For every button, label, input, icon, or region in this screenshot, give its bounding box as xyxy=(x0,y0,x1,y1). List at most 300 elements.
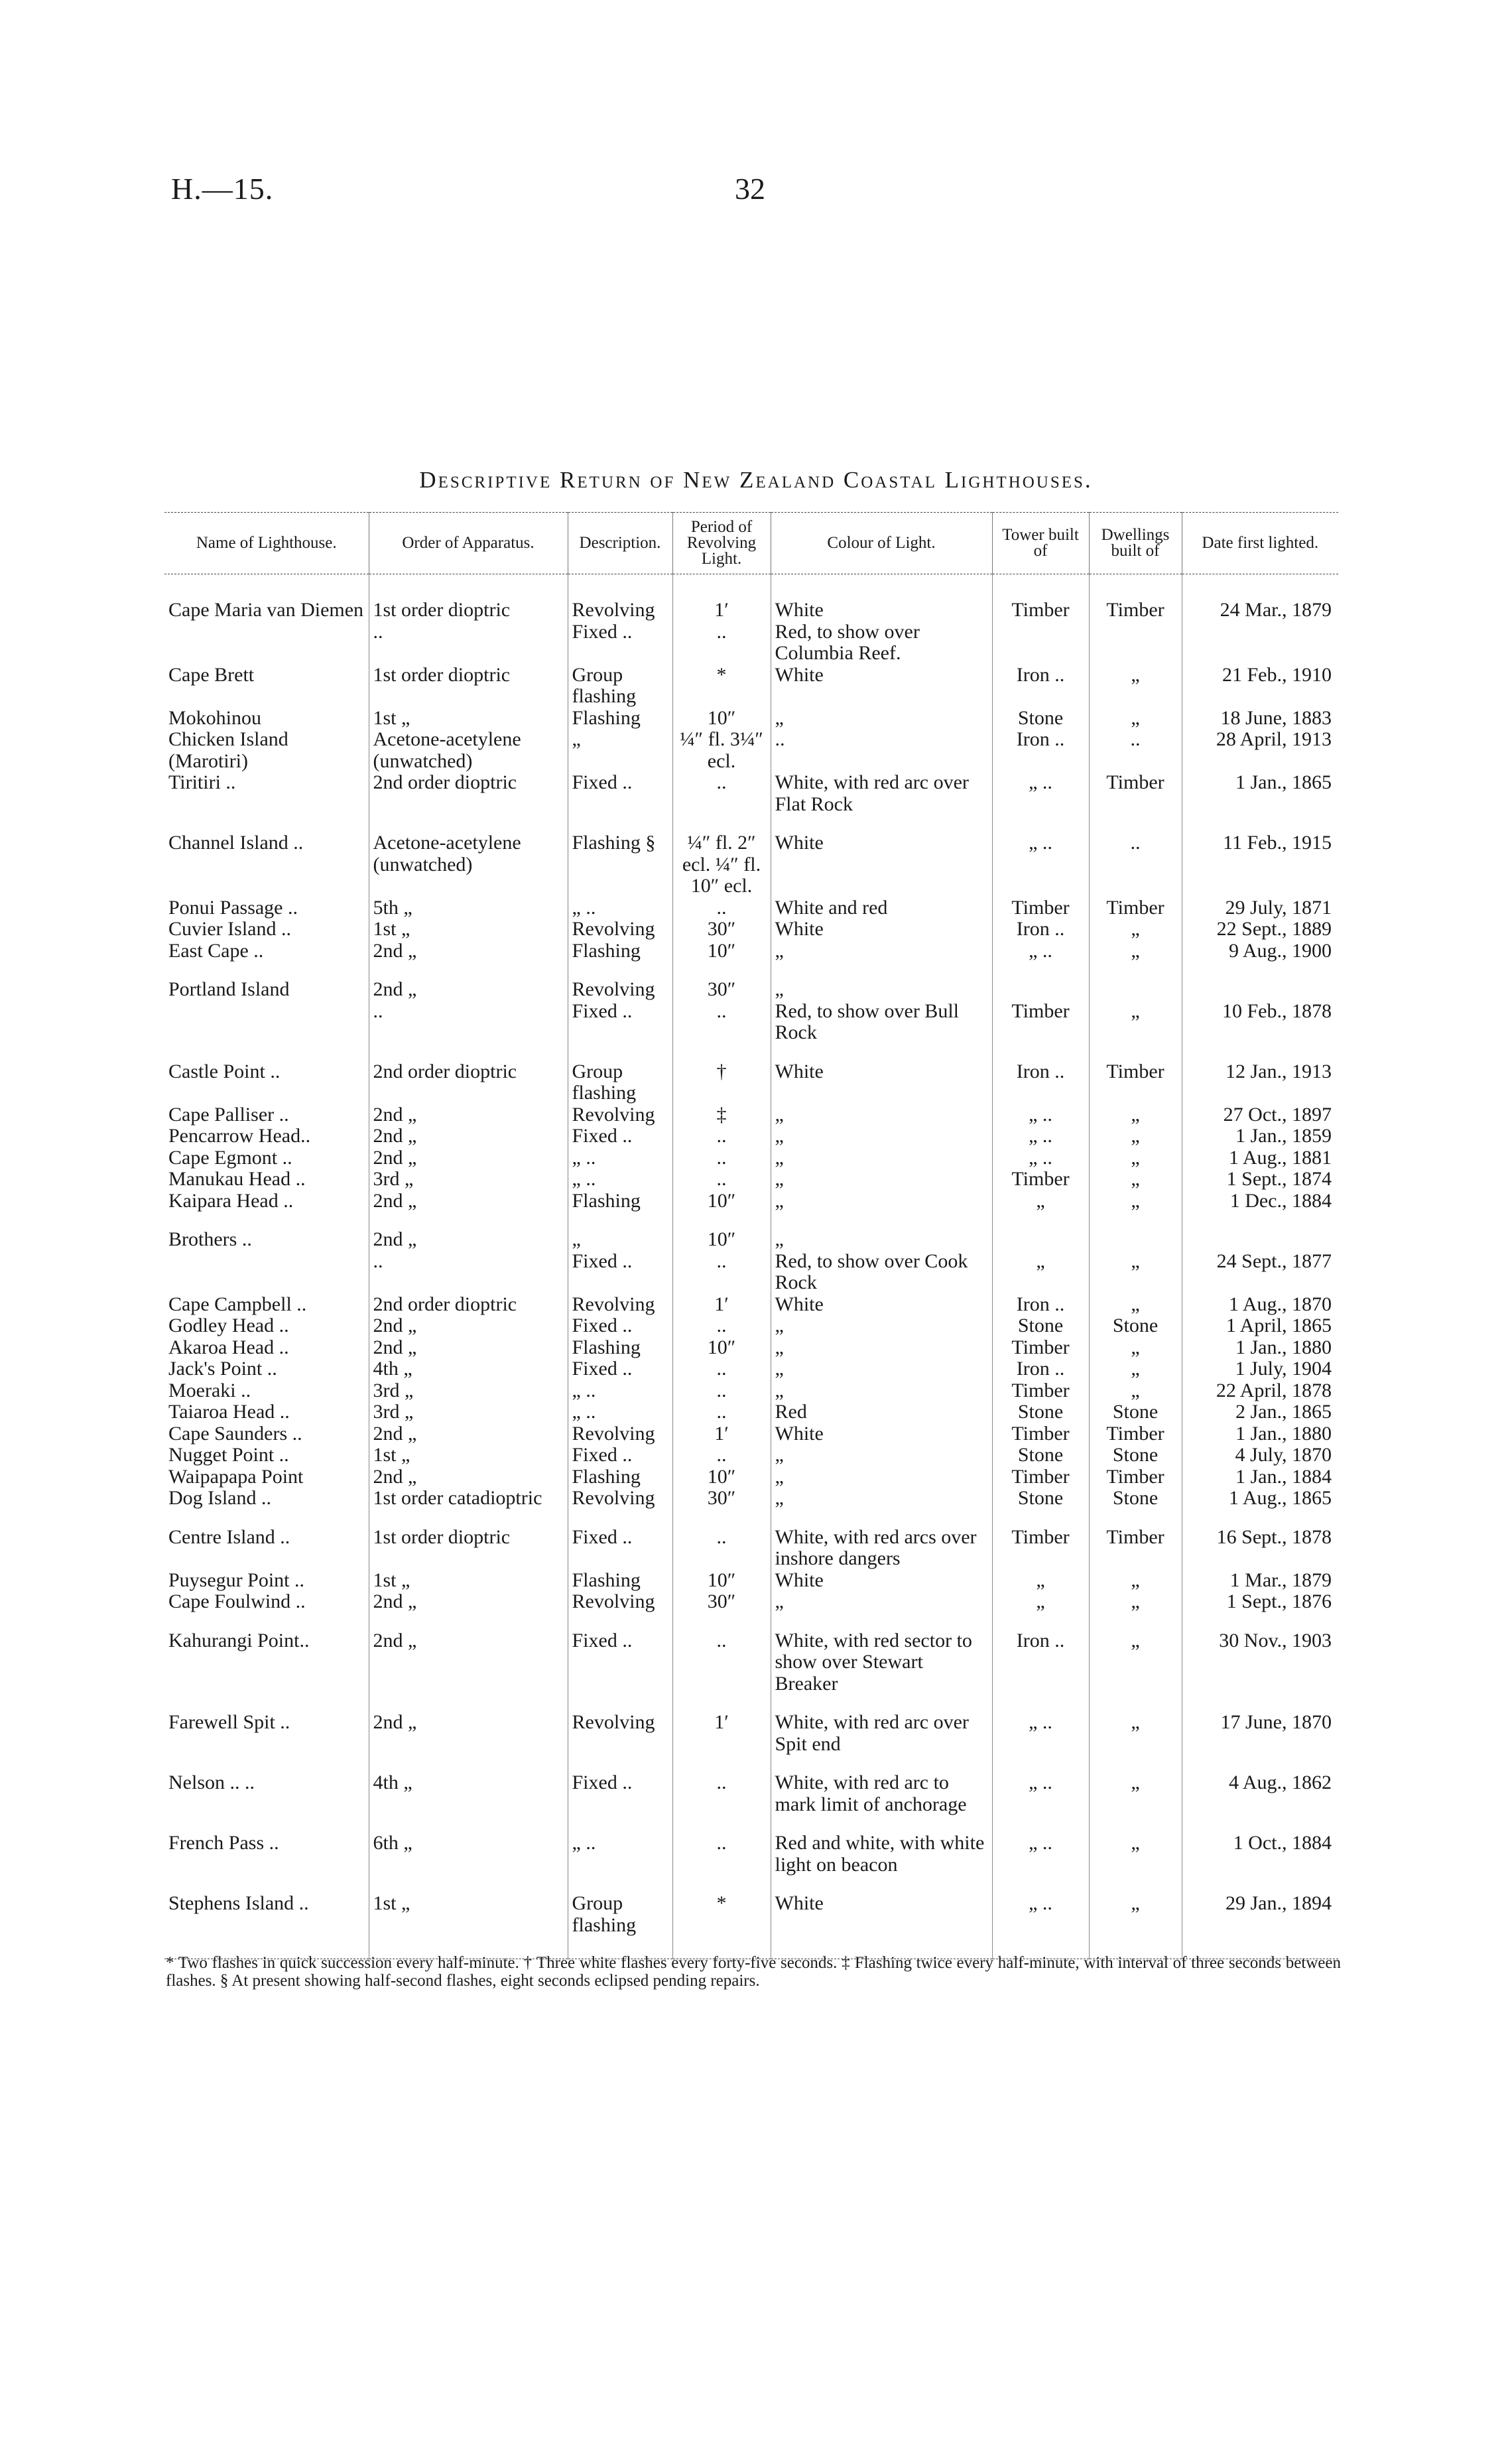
cell-name: Taiaroa Head .. xyxy=(168,1401,290,1423)
cell-description: Fixed .. xyxy=(568,1510,672,1570)
cell-description: Fixed .. xyxy=(568,1001,672,1044)
cell-apparatus: 5th „ xyxy=(369,897,568,919)
cell-description: Fixed .. xyxy=(568,1315,672,1337)
cell-apparatus: 2nd „ xyxy=(369,1337,568,1359)
cell-dwellings: Timber xyxy=(1089,1044,1182,1104)
cell-period: * xyxy=(672,665,771,708)
cell-colour: White xyxy=(771,815,992,897)
cell-period: 10″ xyxy=(672,1212,771,1251)
cell-description: Group flashing xyxy=(568,665,672,708)
cell-period: 30″ xyxy=(672,962,771,1001)
cell-tower xyxy=(992,621,1089,665)
cell-dwellings xyxy=(1089,962,1182,1001)
cell-tower: „ .. xyxy=(992,1755,1089,1815)
cell-description: Revolving xyxy=(568,962,672,1001)
cell-tower: „ .. xyxy=(992,1147,1089,1169)
col-header-colour: Colour of Light. xyxy=(771,513,992,574)
cell-dwellings: „ xyxy=(1089,708,1182,730)
table-row xyxy=(164,1147,1338,1169)
cell-colour: White xyxy=(771,665,992,708)
cell-colour: „ xyxy=(771,1169,992,1191)
table-row xyxy=(164,1591,1338,1613)
cell-colour: „ xyxy=(771,1488,992,1510)
cell-dwellings: „ xyxy=(1089,1126,1182,1147)
cell-dwellings: „ xyxy=(1089,1815,1182,1876)
table-row xyxy=(164,574,1338,621)
cell-dwellings: „ xyxy=(1089,1876,1182,1959)
cell-apparatus: .. xyxy=(369,1251,568,1294)
cell-colour: „ xyxy=(771,1104,992,1126)
table-row xyxy=(164,621,1338,665)
cell-name: Farewell Spit .. xyxy=(168,1711,290,1733)
cell-date: 1 Jan., 1859 xyxy=(1182,1126,1338,1147)
cell-date: 9 Aug., 1900 xyxy=(1182,940,1338,962)
table-row xyxy=(164,1251,1338,1294)
col-header-date: Date first lighted. xyxy=(1182,513,1338,574)
cell-description: Revolving xyxy=(568,1591,672,1613)
cell-period: 1′ xyxy=(672,1695,771,1755)
cell-apparatus: 2nd „ xyxy=(369,1191,568,1212)
cell-description: Flashing xyxy=(568,940,672,962)
cell-date: 17 June, 1870 xyxy=(1182,1695,1338,1755)
cell-dwellings: „ xyxy=(1089,1613,1182,1695)
cell-colour: White xyxy=(771,1044,992,1104)
cell-tower xyxy=(992,962,1089,1001)
cell-period: 30″ xyxy=(672,919,771,940)
cell-period: .. xyxy=(672,1510,771,1570)
cell-colour: „ xyxy=(771,1591,992,1613)
cell-apparatus: .. xyxy=(369,1001,568,1044)
cell-period: .. xyxy=(672,1755,771,1815)
cell-tower: „ .. xyxy=(992,772,1089,815)
col-header-tower: Tower built of xyxy=(992,513,1089,574)
cell-period: .. xyxy=(672,621,771,665)
cell-apparatus: 1st order dioptric xyxy=(369,574,568,621)
cell-name: Cape Egmont .. xyxy=(168,1146,292,1169)
cell-apparatus: 3rd „ xyxy=(369,1169,568,1191)
cell-dwellings: „ xyxy=(1089,1104,1182,1126)
cell-colour: Red, to show over Cook Rock xyxy=(771,1251,992,1294)
table-row xyxy=(164,897,1338,919)
cell-apparatus: 2nd „ xyxy=(369,1613,568,1695)
cell-apparatus: 4th „ xyxy=(369,1755,568,1815)
cell-colour: „ xyxy=(771,1147,992,1169)
cell-tower: „ .. xyxy=(992,940,1089,962)
cell-tower: „ .. xyxy=(992,1695,1089,1755)
table-row xyxy=(164,1191,1338,1212)
table-body xyxy=(164,574,1338,1959)
cell-description: Fixed .. xyxy=(568,1445,672,1466)
cell-period: 1′ xyxy=(672,1294,771,1316)
cell-dwellings: .. xyxy=(1089,729,1182,772)
cell-period: .. xyxy=(672,1613,771,1695)
cell-name: Puysegur Point .. xyxy=(168,1569,305,1591)
cell-date: 1 Aug., 1881 xyxy=(1182,1147,1338,1169)
cell-name: Mokohinou xyxy=(168,706,262,729)
cell-apparatus: 1st order catadioptric xyxy=(369,1488,568,1510)
cell-dwellings xyxy=(1089,621,1182,665)
cell-period: .. xyxy=(672,1251,771,1294)
cell-description: Revolving xyxy=(568,1488,672,1510)
cell-period: ‡ xyxy=(672,1104,771,1126)
cell-description: Flashing xyxy=(568,1466,672,1488)
cell-name: Cape Foulwind .. xyxy=(168,1590,306,1612)
cell-date: 24 Sept., 1877 xyxy=(1182,1251,1338,1294)
cell-colour: „ xyxy=(771,962,992,1001)
cell-description: Revolving xyxy=(568,1104,672,1126)
cell-period: * xyxy=(672,1876,771,1959)
table-row xyxy=(164,815,1338,897)
cell-date: 16 Sept., 1878 xyxy=(1182,1510,1338,1570)
cell-period: 10″ xyxy=(672,1570,771,1592)
cell-date: 21 Feb., 1910 xyxy=(1182,665,1338,708)
cell-dwellings: „ xyxy=(1089,1191,1182,1212)
cell-period: 1′ xyxy=(672,1423,771,1445)
cell-name: Brothers .. xyxy=(168,1228,252,1250)
table-row xyxy=(164,1876,1338,1959)
cell-apparatus: .. xyxy=(369,621,568,665)
cell-dwellings: „ xyxy=(1089,1337,1182,1359)
cell-period: .. xyxy=(672,1358,771,1380)
cell-name: Stephens Island .. xyxy=(164,1876,369,1959)
table-row xyxy=(164,1294,1338,1316)
cell-date: 1 Aug., 1865 xyxy=(1182,1488,1338,1510)
cell-colour: White and red xyxy=(771,897,992,919)
cell-period: .. xyxy=(672,1380,771,1402)
cell-name: Chicken Island (Marotiri) xyxy=(168,728,288,772)
cell-description: „ .. xyxy=(568,1815,672,1876)
cell-name: Waipapapa Point xyxy=(168,1465,304,1488)
cell-dwellings: „ xyxy=(1089,1591,1182,1613)
cell-apparatus: 1st „ xyxy=(369,708,568,730)
cell-dwellings: Timber xyxy=(1089,574,1182,621)
cell-apparatus: 2nd „ xyxy=(369,1104,568,1126)
cell-apparatus: 2nd „ xyxy=(369,962,568,1001)
cell-period: .. xyxy=(672,1147,771,1169)
cell-date: 4 July, 1870 xyxy=(1182,1445,1338,1466)
cell-apparatus: 1st „ xyxy=(369,1876,568,1959)
cell-apparatus: 1st „ xyxy=(369,919,568,940)
cell-date: 22 April, 1878 xyxy=(1182,1380,1338,1402)
cell-dwellings: Stone xyxy=(1089,1401,1182,1423)
cell-date: 4 Aug., 1862 xyxy=(1182,1755,1338,1815)
cell-name xyxy=(164,621,369,665)
table-row xyxy=(164,1001,1338,1044)
cell-description: „ xyxy=(568,1212,672,1251)
cell-name: Cape Campbell .. xyxy=(168,1293,307,1315)
cell-name: French Pass .. xyxy=(168,1832,279,1854)
table-row xyxy=(164,1212,1338,1251)
cell-colour: White xyxy=(771,1876,992,1959)
footnotes: * Two flashes in quick succession every half-minute. † Three white flashes every forty-five seconds. ‡ Flashing twice every half-minute, with interval of three seconds between flashes. § At present showing half-second flashes, eight seconds eclipsed pending repairs. xyxy=(166,1954,1341,1990)
cell-description: Fixed .. xyxy=(568,1126,672,1147)
table-row xyxy=(164,1613,1338,1695)
table-row xyxy=(164,919,1338,940)
cell-name: Kaipara Head .. xyxy=(168,1189,294,1212)
cell-name: Ponui Passage .. xyxy=(168,896,298,919)
cell-name: East Cape .. xyxy=(168,939,264,962)
cell-period: .. xyxy=(672,1126,771,1147)
page-title: Descriptive Return of New Zealand Coastal Lighthouses. xyxy=(419,467,1093,493)
cell-description: „ .. xyxy=(568,1147,672,1169)
cell-name: Cape Brett xyxy=(168,663,255,686)
table-row xyxy=(164,1401,1338,1423)
cell-description: „ xyxy=(568,729,672,772)
table-row xyxy=(164,1466,1338,1488)
cell-period: 1′ xyxy=(672,574,771,621)
cell-period: 30″ xyxy=(672,1488,771,1510)
cell-name: Cape Maria van Diemen xyxy=(168,599,364,621)
cell-tower: Stone xyxy=(992,1315,1089,1337)
cell-colour: White xyxy=(771,1423,992,1445)
cell-apparatus: 1st „ xyxy=(369,1570,568,1592)
cell-name: Akaroa Head .. xyxy=(168,1336,289,1358)
cell-dwellings: „ xyxy=(1089,1169,1182,1191)
cell-name: Dog Island .. xyxy=(168,1487,271,1509)
table-row xyxy=(164,665,1338,708)
cell-description: Group flashing xyxy=(568,1876,672,1959)
cell-colour: „ xyxy=(771,708,992,730)
cell-tower: Timber xyxy=(992,1510,1089,1570)
cell-dwellings: „ xyxy=(1089,919,1182,940)
cell-apparatus: 2nd „ xyxy=(369,1315,568,1337)
cell-description: Revolving xyxy=(568,1695,672,1755)
col-header-dwellings: Dwellings built of xyxy=(1089,513,1182,574)
cell-name: Nugget Point .. xyxy=(168,1444,289,1466)
cell-apparatus: Acetone-acetylene (unwatched) xyxy=(369,729,568,772)
cell-colour: White xyxy=(771,1294,992,1316)
cell-tower: Iron .. xyxy=(992,665,1089,708)
cell-apparatus: Acetone-acetylene (unwatched) xyxy=(369,815,568,897)
table-row xyxy=(164,1126,1338,1147)
cell-name: Cape Saunders .. xyxy=(168,1422,302,1445)
table-row xyxy=(164,1755,1338,1815)
cell-dwellings xyxy=(1089,1212,1182,1251)
cell-tower: Iron .. xyxy=(992,1613,1089,1695)
table-row xyxy=(164,1315,1338,1337)
table-row xyxy=(164,772,1338,815)
cell-date: 1 Jan., 1880 xyxy=(1182,1423,1338,1445)
cell-tower: Iron .. xyxy=(992,729,1089,772)
cell-tower: „ xyxy=(992,1570,1089,1592)
cell-dwellings: Stone xyxy=(1089,1488,1182,1510)
cell-date xyxy=(1182,962,1338,1001)
cell-colour: White, with red arc over Spit end xyxy=(771,1695,992,1755)
cell-tower: Timber xyxy=(992,897,1089,919)
report-code: H.—15. xyxy=(171,172,274,206)
lighthouse-table xyxy=(164,512,1338,1959)
cell-description: Group flashing xyxy=(568,1044,672,1104)
cell-colour: White, with red arcs over inshore dangers xyxy=(771,1510,992,1570)
cell-tower: Timber xyxy=(992,1466,1089,1488)
cell-colour: White, with red arc over Flat Rock xyxy=(771,772,992,815)
cell-date: 11 Feb., 1915 xyxy=(1182,815,1338,897)
cell-tower: Iron .. xyxy=(992,1044,1089,1104)
cell-date: 18 June, 1883 xyxy=(1182,708,1338,730)
cell-dwellings: Timber xyxy=(1089,772,1182,815)
table-row xyxy=(164,1488,1338,1510)
cell-date: 24 Mar., 1879 xyxy=(1182,574,1338,621)
cell-period: .. xyxy=(672,1169,771,1191)
cell-apparatus: 1st „ xyxy=(369,1445,568,1466)
cell-date: 1 July, 1904 xyxy=(1182,1358,1338,1380)
cell-colour: „ xyxy=(771,1191,992,1212)
cell-date: 30 Nov., 1903 xyxy=(1182,1613,1338,1695)
cell-tower xyxy=(992,1212,1089,1251)
col-header-name: Name of Lighthouse. xyxy=(164,513,369,574)
cell-colour: „ xyxy=(771,1445,992,1466)
cell-period: ¼″ fl. 3¼″ ecl. xyxy=(672,729,771,772)
cell-date: 1 Oct., 1884 xyxy=(1182,1815,1338,1876)
cell-colour: „ xyxy=(771,1337,992,1359)
cell-apparatus: 2nd „ xyxy=(369,1466,568,1488)
cell-dwellings: „ xyxy=(1089,1695,1182,1755)
table-row xyxy=(164,1104,1338,1126)
cell-period: 10″ xyxy=(672,1337,771,1359)
cell-date: 1 Jan., 1865 xyxy=(1182,772,1338,815)
cell-colour: „ xyxy=(771,940,992,962)
cell-period: .. xyxy=(672,1401,771,1423)
cell-colour: „ xyxy=(771,1126,992,1147)
cell-dwellings: „ xyxy=(1089,940,1182,962)
cell-apparatus: 2nd „ xyxy=(369,1591,568,1613)
cell-dwellings: Timber xyxy=(1089,1510,1182,1570)
cell-dwellings: „ xyxy=(1089,1294,1182,1316)
cell-description: Revolving xyxy=(568,574,672,621)
cell-date: 1 Dec., 1884 xyxy=(1182,1191,1338,1212)
cell-description: Fixed .. xyxy=(568,1755,672,1815)
cell-description: Flashing § xyxy=(568,815,672,897)
cell-tower: Stone xyxy=(992,1445,1089,1466)
cell-colour: White xyxy=(771,1570,992,1592)
cell-period: .. xyxy=(672,1815,771,1876)
cell-description: Fixed .. xyxy=(568,1358,672,1380)
cell-tower: „ xyxy=(992,1251,1089,1294)
cell-name xyxy=(164,1251,369,1294)
cell-tower: Timber xyxy=(992,1001,1089,1044)
table-header-row xyxy=(164,513,1338,574)
cell-dwellings: „ xyxy=(1089,1001,1182,1044)
cell-tower: Timber xyxy=(992,1380,1089,1402)
cell-date: 29 July, 1871 xyxy=(1182,897,1338,919)
cell-period: .. xyxy=(672,1315,771,1337)
table-row xyxy=(164,940,1338,962)
table-row xyxy=(164,1423,1338,1445)
cell-apparatus: 3rd „ xyxy=(369,1401,568,1423)
cell-date: 1 Mar., 1879 xyxy=(1182,1570,1338,1592)
cell-date: 10 Feb., 1878 xyxy=(1182,1001,1338,1044)
cell-tower: „ .. xyxy=(992,1126,1089,1147)
cell-description: Flashing xyxy=(568,1570,672,1592)
cell-name: Castle Point .. xyxy=(168,1060,281,1082)
cell-tower: Timber xyxy=(992,1169,1089,1191)
cell-description: Revolving xyxy=(568,1294,672,1316)
cell-dwellings: „ xyxy=(1089,1251,1182,1294)
cell-date: 1 April, 1865 xyxy=(1182,1315,1338,1337)
table-row xyxy=(164,1358,1338,1380)
cell-dwellings: „ xyxy=(1089,1147,1182,1169)
cell-description: „ .. xyxy=(568,1401,672,1423)
table-row xyxy=(164,962,1338,1001)
cell-colour: .. xyxy=(771,729,992,772)
cell-apparatus: 4th „ xyxy=(369,1358,568,1380)
cell-tower: Stone xyxy=(992,1401,1089,1423)
cell-date: 27 Oct., 1897 xyxy=(1182,1104,1338,1126)
cell-period: † xyxy=(672,1044,771,1104)
cell-dwellings: Timber xyxy=(1089,897,1182,919)
cell-dwellings: „ xyxy=(1089,665,1182,708)
cell-apparatus: 3rd „ xyxy=(369,1380,568,1402)
cell-date: 1 Sept., 1874 xyxy=(1182,1169,1338,1191)
cell-description: „ .. xyxy=(568,1169,672,1191)
table-row xyxy=(164,1815,1338,1876)
cell-period: .. xyxy=(672,897,771,919)
cell-apparatus: 2nd „ xyxy=(369,1147,568,1169)
cell-name: Godley Head .. xyxy=(168,1315,289,1336)
cell-colour: Red xyxy=(771,1401,992,1423)
cell-period: 10″ xyxy=(672,1466,771,1488)
cell-name: Cuvier Island .. xyxy=(168,918,291,940)
col-header-period: Period of Revolving Light. xyxy=(672,513,771,574)
cell-date: 1 Sept., 1876 xyxy=(1182,1591,1338,1613)
cell-description: Revolving xyxy=(568,919,672,940)
cell-date: 12 Jan., 1913 xyxy=(1182,1044,1338,1104)
cell-name: Portland Island xyxy=(168,978,290,1000)
cell-name: Channel Island .. xyxy=(168,832,304,854)
cell-name: Cape Palliser .. xyxy=(168,1103,289,1126)
table-row xyxy=(164,1337,1338,1359)
cell-dwellings: „ xyxy=(1089,1755,1182,1815)
cell-tower: „ xyxy=(992,1591,1089,1613)
cell-date: 2 Jan., 1865 xyxy=(1182,1401,1338,1423)
cell-apparatus: 2nd order dioptric xyxy=(369,1294,568,1316)
cell-apparatus: 6th „ xyxy=(369,1815,568,1876)
cell-tower: „ xyxy=(992,1191,1089,1212)
cell-description: Flashing xyxy=(568,1191,672,1212)
cell-name: Nelson .. .. xyxy=(168,1772,255,1793)
table-row xyxy=(164,1169,1338,1191)
cell-tower: „ .. xyxy=(992,1815,1089,1876)
cell-colour: „ xyxy=(771,1315,992,1337)
cell-dwellings: „ xyxy=(1089,1358,1182,1380)
table-row xyxy=(164,1570,1338,1592)
cell-name: Moeraki .. xyxy=(168,1379,251,1401)
cell-tower: Timber xyxy=(992,1337,1089,1359)
cell-description: Revolving xyxy=(568,1423,672,1445)
cell-period: 10″ xyxy=(672,708,771,730)
table-row xyxy=(164,1380,1338,1402)
cell-name: Kahurangi Point.. xyxy=(168,1629,310,1651)
cell-apparatus: 2nd „ xyxy=(369,1695,568,1755)
cell-dwellings: „ xyxy=(1089,1570,1182,1592)
cell-colour: White xyxy=(771,919,992,940)
cell-period: 10″ xyxy=(672,1191,771,1212)
cell-date xyxy=(1182,1212,1338,1251)
table-row xyxy=(164,1445,1338,1466)
cell-description: „ .. xyxy=(568,1380,672,1402)
cell-tower: Timber xyxy=(992,574,1089,621)
cell-colour: Red, to show over Bull Rock xyxy=(771,1001,992,1044)
cell-dwellings: Timber xyxy=(1089,1466,1182,1488)
cell-tower: Iron .. xyxy=(992,1294,1089,1316)
cell-dwellings: „ xyxy=(1089,1380,1182,1402)
cell-description: Flashing xyxy=(568,1337,672,1359)
col-header-description: Description. xyxy=(568,513,672,574)
cell-apparatus: 2nd order dioptric xyxy=(369,772,568,815)
cell-tower: Timber xyxy=(992,1423,1089,1445)
cell-apparatus: 2nd „ xyxy=(369,1126,568,1147)
table-row xyxy=(164,1695,1338,1755)
